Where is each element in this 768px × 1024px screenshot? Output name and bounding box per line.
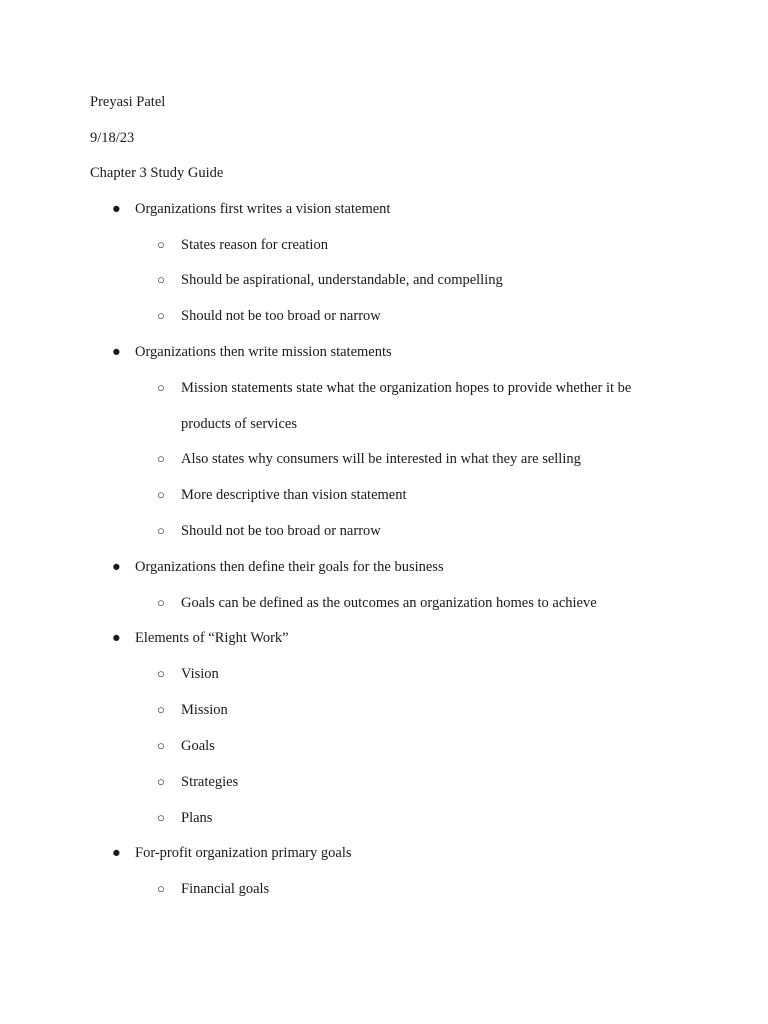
sub-list-item: Also states why consumers will be interested in what they are selling	[181, 451, 581, 467]
sub-list-item: Should not be too broad or narrow	[181, 523, 381, 539]
bullet-icon: ●	[112, 845, 121, 861]
circle-bullet-icon: ○	[157, 666, 165, 681]
sub-list-item: Vision	[181, 666, 219, 682]
circle-bullet-icon: ○	[157, 738, 165, 753]
sub-list-item: States reason for creation	[181, 237, 328, 253]
sub-list-item: Should be aspirational, understandable, and compelling	[181, 272, 503, 288]
bullet-icon: ●	[112, 630, 121, 646]
sub-list-item: Should not be too broad or narrow	[181, 308, 381, 324]
bullet-icon: ●	[112, 344, 121, 360]
list-item: For-profit organization primary goals	[135, 845, 352, 861]
sub-list-item: Financial goals	[181, 881, 270, 897]
bullet-icon: ●	[112, 559, 121, 575]
circle-bullet-icon: ○	[157, 774, 165, 789]
bullet-icon: ●	[112, 201, 121, 217]
list-item: Elements of “Right Work”	[135, 630, 289, 646]
list-item: Organizations then define their goals for the business	[135, 559, 444, 575]
list-item: Organizations then write mission statements	[135, 344, 392, 360]
circle-bullet-icon: ○	[157, 451, 165, 466]
sub-list-item: Mission statements state what the organization hopes to provide whether it be	[181, 380, 632, 396]
author-name: Preyasi Patel	[90, 94, 166, 110]
sub-list-item: Plans	[181, 810, 213, 826]
circle-bullet-icon: ○	[157, 487, 165, 502]
circle-bullet-icon: ○	[157, 595, 165, 610]
sub-list-item: Goals can be defined as the outcomes an organization homes to achieve	[181, 595, 597, 611]
circle-bullet-icon: ○	[157, 523, 165, 538]
sub-list-item: More descriptive than vision statement	[181, 487, 407, 503]
circle-bullet-icon: ○	[157, 881, 165, 896]
circle-bullet-icon: ○	[157, 702, 165, 717]
document-date: 9/18/23	[90, 130, 135, 146]
sub-list-item: Mission	[181, 702, 228, 718]
circle-bullet-icon: ○	[157, 380, 165, 395]
circle-bullet-icon: ○	[157, 272, 165, 287]
circle-bullet-icon: ○	[157, 237, 165, 252]
document-title: Chapter 3 Study Guide	[90, 165, 224, 181]
sub-list-item-continuation: products of services	[181, 416, 297, 432]
circle-bullet-icon: ○	[157, 810, 165, 825]
list-item: Organizations first writes a vision statement	[135, 201, 391, 217]
sub-list-item: Goals	[181, 738, 215, 754]
sub-list-item: Strategies	[181, 774, 239, 790]
circle-bullet-icon: ○	[157, 308, 165, 323]
